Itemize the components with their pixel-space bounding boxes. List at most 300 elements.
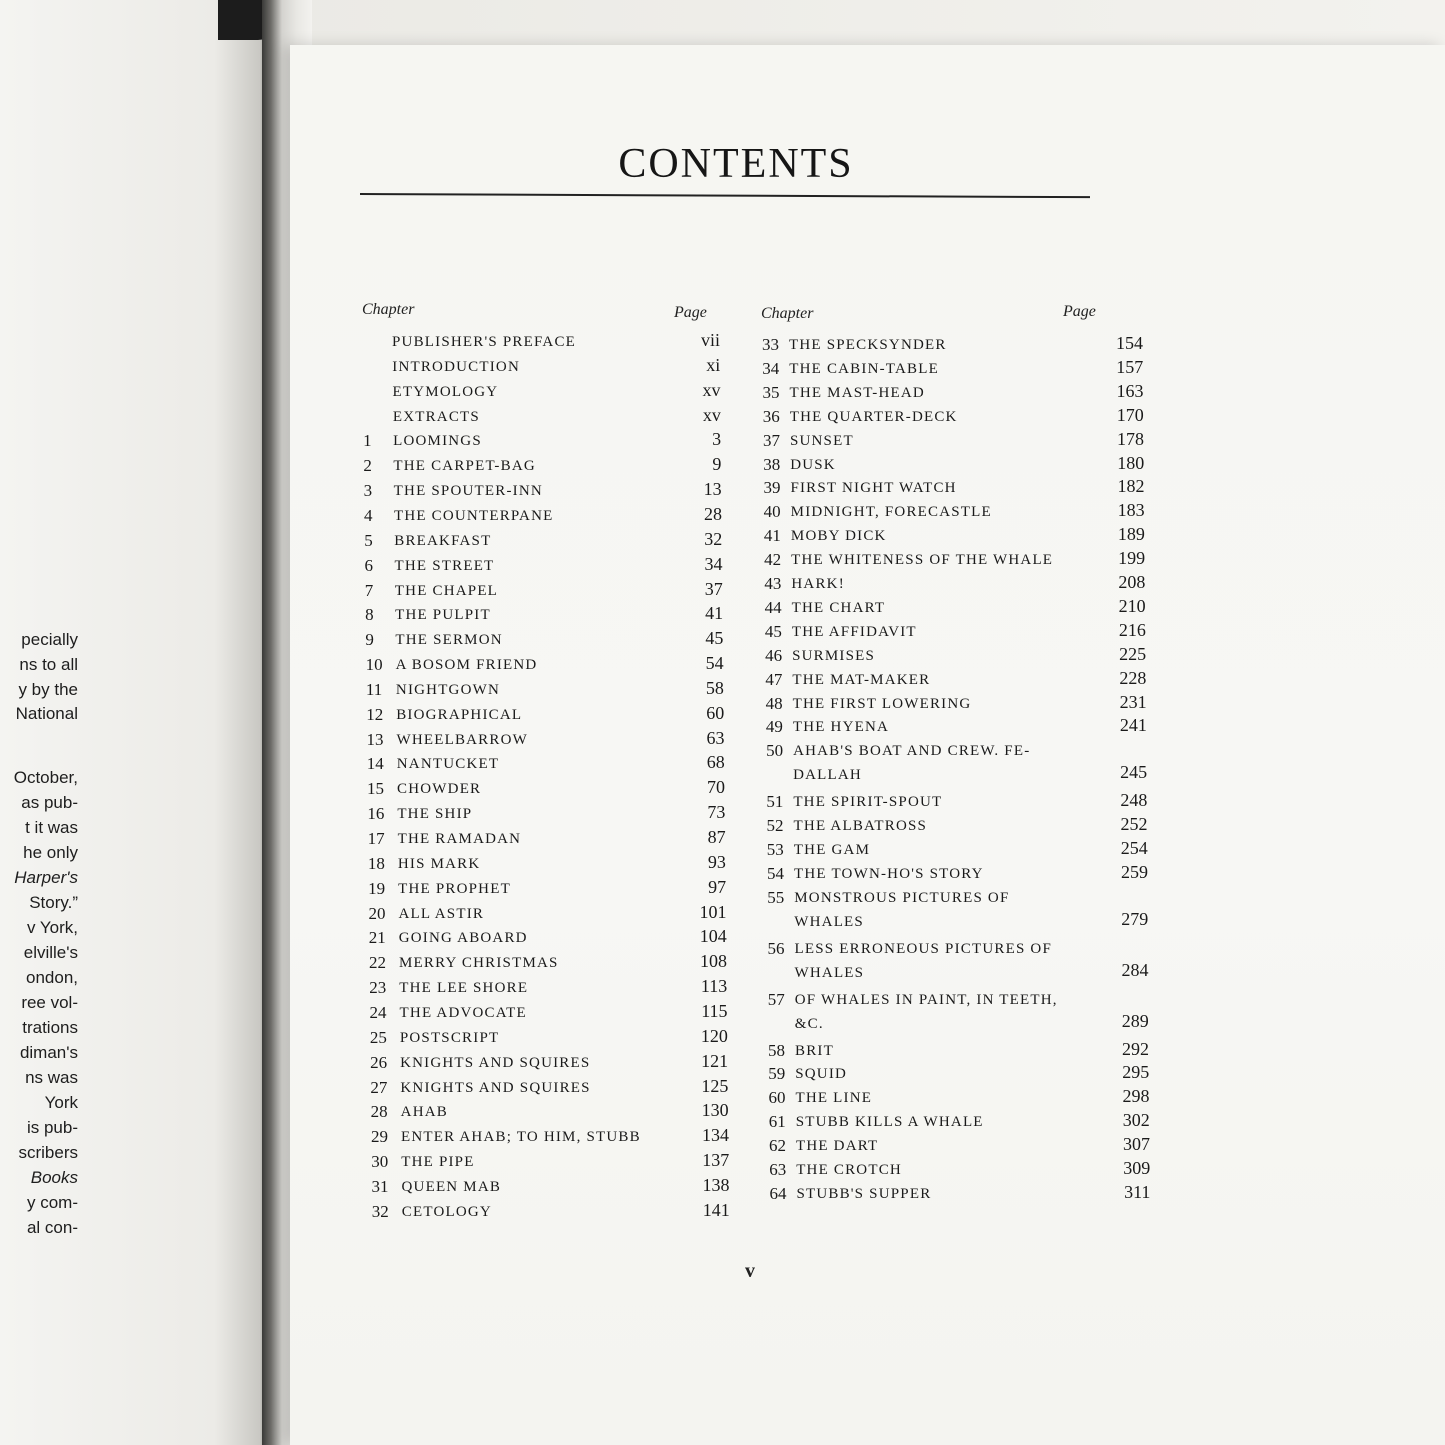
contents-entry: [766, 792, 1147, 816]
chapter-title-continued: DALLAH: [793, 767, 862, 784]
page-number: 3: [712, 429, 722, 450]
page-number: 170: [1116, 404, 1144, 425]
chapter-title: THE PULPIT: [395, 607, 491, 624]
facing-page-fragment: as pub-: [21, 793, 78, 812]
chapter-number: 15: [367, 779, 385, 799]
contents-entry: [371, 1199, 730, 1226]
page-number: 134: [701, 1125, 729, 1146]
page-number: 295: [1122, 1062, 1150, 1083]
contents-entry: [762, 428, 1144, 455]
contents-entry: [364, 578, 723, 605]
page-header: Page: [1063, 303, 1096, 320]
contents-entry: [369, 928, 727, 952]
page-number: 87: [707, 827, 726, 847]
contents-entry: [371, 1152, 729, 1176]
chapter-number: 60: [768, 1088, 786, 1108]
chapter-number: 46: [765, 645, 783, 665]
contents-entry: [370, 1075, 729, 1102]
chapter-title-continued: &C.: [794, 1015, 824, 1032]
contents-entry: [767, 840, 1148, 864]
contents-entry: [765, 643, 1147, 670]
contents-entry: [765, 691, 1147, 718]
page-number: xv: [702, 379, 721, 400]
chapter-number: 53: [766, 840, 784, 859]
contents-entry: [368, 901, 727, 928]
chapter-title: THE ALBATROSS: [793, 818, 928, 835]
chapter-number: 25: [369, 1027, 387, 1047]
contents-entry: [769, 1160, 1150, 1184]
page-number: 32: [704, 528, 723, 549]
page-number: 104: [699, 926, 727, 947]
chapter-number: 31: [371, 1176, 389, 1196]
contents-entry: [766, 741, 1148, 784]
facing-page-fragment: al con-: [26, 1218, 78, 1237]
chapter-title: OF WHALES IN PAINT, IN TEETH,: [794, 991, 1058, 1008]
page-number: 248: [1120, 790, 1148, 811]
chapter-title: MOBY DICK: [790, 528, 887, 545]
facing-page-fragment: Story.”: [29, 893, 78, 912]
page-number: 58: [705, 677, 724, 698]
chapter-title-continued: WHALES: [794, 913, 864, 930]
chapter-title: THE CHART: [791, 599, 886, 616]
chapter-title: BREAKFAST: [394, 532, 492, 549]
contents-entry: [363, 404, 721, 431]
chapter-title: PUBLISHER'S PREFACE: [392, 334, 577, 350]
chapter-number: 17: [367, 829, 385, 848]
contents-entry: [768, 1038, 1149, 1065]
chapter-number: 51: [766, 792, 784, 812]
contents-entry: [369, 1000, 728, 1027]
chapter-title: NIGHTGOWN: [395, 681, 501, 698]
chapter-number: 12: [366, 704, 384, 724]
page-folio: v: [745, 1260, 755, 1282]
contents-entry: [769, 1112, 1150, 1136]
page-number: 311: [1124, 1181, 1151, 1202]
contents-entry: [370, 1050, 729, 1077]
page-number: 307: [1122, 1134, 1150, 1155]
chapter-title: SURMISES: [792, 647, 876, 664]
contents-entry: [367, 804, 725, 828]
page-number: 302: [1122, 1110, 1150, 1131]
chapter-number: 30: [371, 1152, 389, 1172]
page-number: 97: [708, 876, 727, 897]
chapter-title: THE FIRST LOWERING: [792, 695, 972, 712]
facing-page-fragment: ree vol-: [21, 993, 78, 1012]
contents-entry: [769, 1136, 1150, 1160]
chapter-number: 24: [369, 1002, 387, 1022]
contents-entry: [362, 354, 721, 381]
facing-page-fragment: York: [44, 1093, 78, 1112]
page-number: 45: [705, 628, 724, 649]
page-title: CONTENTS: [618, 141, 854, 187]
facing-page-fragment: trations: [22, 1018, 78, 1037]
page-number: 284: [1121, 959, 1149, 980]
chapter-title: QUEEN MAB: [401, 1178, 502, 1195]
facing-page-fragment: ns to all: [19, 655, 78, 674]
chapter-header: Chapter: [362, 301, 415, 318]
chapter-title: BRIT: [795, 1042, 834, 1059]
page-number: 115: [701, 1000, 728, 1021]
chapter-title: ALL ASTIR: [398, 905, 485, 922]
chapter-title-continued: WHALES: [794, 964, 865, 981]
page-number: 225: [1119, 643, 1147, 664]
chapter-number: 28: [370, 1102, 388, 1122]
contents-entry: [366, 655, 724, 679]
facing-page-fragment: he only: [23, 843, 78, 862]
chapter-number: 6: [364, 555, 374, 575]
facing-page-fragment: t it was: [25, 818, 78, 837]
chapter-title: THE LEE SHORE: [399, 980, 529, 997]
contents-entry: [364, 553, 723, 580]
chapter-number: 45: [764, 621, 782, 641]
chapter-title: THE STREET: [394, 557, 495, 574]
chapter-title: HIS MARK: [397, 855, 481, 872]
page-number: 113: [700, 976, 728, 997]
page-number: 137: [702, 1150, 730, 1171]
contents-entry: [767, 887, 1149, 930]
chapter-number: 13: [366, 729, 384, 749]
facing-page-fragment: pecially: [21, 630, 78, 649]
chapter-title: KNIGHTS AND SQUIRES: [400, 1079, 591, 1096]
facing-page-fragment: Books: [30, 1168, 78, 1187]
contents-entry: [365, 630, 723, 654]
contents-entry: [766, 717, 1147, 741]
contents-entry: [363, 503, 722, 530]
chapter-title: THE PROPHET: [398, 880, 511, 897]
chapter-number: 22: [369, 953, 386, 973]
chapter-title: THE PIPE: [401, 1154, 475, 1171]
chapter-number: 34: [762, 358, 780, 378]
page-number: 70: [707, 777, 726, 798]
contents-entry: [764, 574, 1145, 598]
page-number: 121: [701, 1050, 729, 1071]
contents-entry: [762, 335, 1143, 359]
page-number: 216: [1118, 619, 1146, 640]
chapter-number: 2: [363, 456, 372, 476]
page-number: 120: [700, 1025, 728, 1046]
contents-entry: [369, 953, 727, 977]
chapter-title: THE SPOUTER-INN: [393, 483, 543, 500]
chapter-number: 4: [363, 505, 373, 525]
chapter-number: 61: [768, 1112, 786, 1132]
page-number: 138: [702, 1174, 730, 1195]
chapter-number: 57: [767, 989, 785, 1009]
contents-entry: [371, 1127, 729, 1151]
chapter-number: 9: [365, 630, 374, 650]
chapter-title: KNIGHTS AND SQUIRES: [400, 1054, 591, 1071]
chapter-title: FIRST NIGHT WATCH: [790, 480, 957, 497]
chapter-number: 36: [762, 406, 780, 426]
facing-page-fragment: is pub-: [26, 1118, 78, 1137]
chapter-title: LOOMINGS: [393, 433, 482, 450]
contents-entry: [764, 550, 1145, 574]
contents-entry: [371, 1174, 730, 1201]
contents-entry: [764, 595, 1146, 622]
contents-entry: [764, 526, 1145, 550]
chapter-number: 10: [365, 655, 383, 675]
page-number: 108: [700, 951, 727, 972]
chapter-number: 27: [370, 1077, 388, 1097]
page-number: 298: [1122, 1086, 1150, 1107]
facing-page-fragment: October,: [13, 768, 78, 787]
page-number: 231: [1119, 691, 1147, 712]
page-number: 245: [1120, 762, 1148, 783]
chapter-number: 48: [765, 693, 783, 713]
chapter-number: 39: [763, 478, 781, 498]
contents-entry: [768, 1064, 1149, 1088]
page-number: 228: [1119, 667, 1147, 688]
chapter-title: CETOLOGY: [401, 1203, 492, 1220]
chapter-number: 37: [762, 430, 780, 450]
chapter-number: 1: [363, 431, 372, 451]
page-number: 130: [701, 1100, 729, 1121]
page-number: 199: [1118, 548, 1146, 569]
page-number: 41: [705, 603, 724, 624]
page-number: 34: [704, 553, 723, 574]
facing-page-fragment: National: [15, 704, 78, 723]
facing-page-fragment: scribers: [18, 1143, 78, 1162]
chapter-number: 56: [767, 938, 785, 958]
facing-page-fragment: ondon,: [26, 968, 78, 987]
page-number: 182: [1117, 476, 1145, 497]
chapter-title: NANTUCKET: [396, 756, 500, 773]
page-number: 157: [1116, 356, 1144, 377]
facing-page-fragment: ns was: [25, 1068, 78, 1087]
chapter-number: 16: [367, 804, 385, 824]
chapter-title: CHOWDER: [397, 781, 482, 798]
page-number: 63: [706, 727, 725, 748]
chapter-title: THE DART: [795, 1138, 879, 1155]
chapter-number: 21: [368, 928, 386, 948]
chapter-number: 5: [364, 530, 373, 550]
chapter-number: 35: [762, 382, 780, 402]
chapter-title: AHAB'S BOAT AND CREW. FE-: [793, 743, 1031, 760]
page-number: 208: [1118, 572, 1146, 592]
chapter-title: THE SPECKSYNDER: [789, 337, 947, 353]
chapter-title: INTRODUCTION: [392, 358, 520, 375]
chapter-header: Chapter: [761, 305, 814, 322]
contents-entry: [764, 502, 1145, 526]
page-number: 183: [1117, 500, 1145, 521]
chapter-title: DUSK: [790, 456, 836, 473]
chapter-number: 20: [368, 903, 386, 923]
page-number: 141: [702, 1199, 730, 1220]
chapter-title: MERRY CHRISTMAS: [399, 955, 559, 972]
page-number: xv: [702, 404, 721, 425]
chapter-title: THE AFFIDAVIT: [791, 623, 917, 640]
contents-entry: [362, 332, 720, 356]
contents-entry: [367, 754, 725, 778]
chapter-title: THE RAMADAN: [397, 831, 522, 847]
contents-entry: [363, 379, 721, 406]
chapter-number: 32: [371, 1201, 389, 1221]
page-number: 13: [703, 479, 722, 500]
chapter-number: 3: [363, 481, 373, 501]
contents-entry: [767, 861, 1149, 888]
contents-entry: [366, 702, 725, 729]
chapter-number: 11: [365, 679, 383, 699]
chapter-title: THE SHIP: [397, 806, 473, 823]
contents-entry: [762, 380, 1144, 407]
chapter-title: THE SPIRIT-SPOUT: [793, 794, 943, 811]
chapter-title: THE TOWN-HO'S STORY: [794, 865, 984, 882]
contents-entry: [368, 876, 727, 903]
contents-entry: [366, 727, 725, 754]
contents-entry: [365, 677, 724, 704]
contents-entry: [767, 938, 1149, 981]
chapter-title: THE CARPET-BAG: [393, 458, 536, 475]
chapter-number: 62: [768, 1136, 786, 1156]
contents-entry: [765, 667, 1147, 694]
contents-entry: [371, 1102, 729, 1126]
page-number: 101: [699, 901, 727, 922]
contents-page: [290, 45, 1445, 1445]
facing-page-fragment: v York,: [26, 918, 78, 937]
chapter-number: 52: [766, 816, 784, 836]
chapter-title: WHEELBARROW: [396, 731, 528, 748]
page-number: 180: [1117, 452, 1145, 473]
facing-page-fragment: diman's: [19, 1043, 78, 1062]
page-number: 54: [705, 653, 724, 674]
chapter-title: STUBB'S SUPPER: [796, 1185, 932, 1202]
contents-entry: [367, 779, 725, 803]
page-number: 309: [1123, 1158, 1151, 1178]
chapter-title: THE CHAPEL: [394, 582, 499, 599]
chapter-number: 49: [765, 717, 783, 737]
chapter-number: 63: [769, 1160, 787, 1179]
chapter-number: 42: [764, 550, 782, 570]
chapter-number: 38: [763, 454, 781, 474]
chapter-number: 14: [366, 754, 384, 774]
page-number: 68: [706, 752, 725, 773]
facing-page: [0, 0, 268, 1445]
page-number: 210: [1118, 595, 1146, 616]
contents-entry: [763, 478, 1144, 502]
chapter-number: 50: [766, 741, 784, 761]
chapter-title: ETYMOLOGY: [392, 383, 499, 400]
chapter-number: 44: [764, 597, 782, 617]
page-number: 163: [1116, 380, 1144, 401]
page-number: 37: [704, 578, 723, 599]
contents-entry: [369, 978, 727, 1002]
contents-entry: [364, 481, 722, 505]
chapter-number: 8: [365, 605, 374, 625]
chapter-number: 26: [370, 1052, 388, 1072]
page-number: 189: [1117, 524, 1145, 545]
chapter-number: 64: [769, 1183, 787, 1203]
contents-entry: [767, 816, 1148, 840]
chapter-title: THE ADVOCATE: [399, 1004, 527, 1021]
page-header: Page: [674, 304, 707, 321]
contents-entry: [762, 356, 1144, 383]
contents-entry: [365, 605, 723, 629]
facing-page-fragment: y by the: [18, 680, 78, 699]
page-number: 241: [1119, 715, 1147, 736]
page-number: 254: [1120, 838, 1148, 858]
chapter-title: HARK!: [791, 576, 845, 592]
page-number: 93: [707, 851, 726, 872]
contents-entry: [762, 404, 1144, 431]
chapter-title: THE MAST-HEAD: [789, 384, 925, 401]
chapter-title: LESS ERRONEOUS PICTURES OF: [794, 940, 1053, 957]
page-number: 289: [1121, 1010, 1149, 1031]
chapter-title: EXTRACTS: [392, 408, 480, 425]
chapter-title: THE CROTCH: [796, 1162, 902, 1178]
chapter-title: THE WHITENESS OF THE WHALE: [791, 552, 1054, 569]
contents-entry: [764, 619, 1146, 646]
facing-page-fragment: elville's: [23, 943, 78, 962]
contents-entry: [364, 528, 723, 555]
chapter-number: 47: [765, 669, 783, 689]
chapter-title: GOING ABOARD: [398, 930, 528, 947]
contents-entry: [363, 456, 721, 480]
chapter-title: THE CABIN-TABLE: [789, 360, 939, 377]
contents-entry: [369, 1025, 728, 1052]
chapter-title: THE GAM: [793, 842, 871, 858]
page-number: xi: [706, 354, 721, 375]
facing-page-fragment: y com-: [27, 1193, 78, 1212]
facing-page-fragment: Harper's: [14, 868, 78, 887]
chapter-number: 54: [767, 863, 785, 883]
page-number: 178: [1116, 428, 1144, 449]
title-rule: [360, 193, 1090, 198]
page-number: 125: [701, 1075, 729, 1096]
page-number: 252: [1120, 814, 1148, 835]
chapter-title: BIOGRAPHICAL: [396, 706, 523, 723]
chapter-title: THE SERMON: [395, 632, 503, 649]
chapter-number: 29: [370, 1127, 388, 1147]
page-number: 279: [1121, 908, 1149, 929]
page-number: vii: [700, 330, 720, 350]
contents-entry: [363, 431, 721, 455]
chapter-number: 19: [368, 878, 386, 898]
chapter-number: 59: [768, 1064, 786, 1084]
chapter-title: SUNSET: [789, 432, 854, 449]
page-number: 154: [1116, 333, 1143, 353]
page-number: 9: [712, 454, 722, 475]
chapter-title: A BOSOM FRIEND: [395, 657, 538, 674]
chapter-title: POSTSCRIPT: [399, 1029, 500, 1046]
page-number: 73: [707, 802, 726, 823]
chapter-number: 33: [762, 335, 779, 354]
contents-entry: [763, 452, 1145, 479]
contents-entry: [768, 1088, 1149, 1112]
chapter-number: 18: [367, 853, 385, 873]
chapter-title: THE HYENA: [792, 719, 890, 736]
page-number: 60: [706, 702, 725, 723]
contents-entry: [767, 989, 1149, 1032]
contents-entry: [367, 851, 726, 878]
chapter-title: THE LINE: [795, 1090, 873, 1107]
chapter-number: 23: [369, 978, 387, 998]
chapter-number: 41: [763, 526, 781, 546]
page-number: 28: [703, 503, 722, 524]
contents-entry: [368, 829, 726, 853]
page-number: 292: [1122, 1038, 1149, 1059]
chapter-title: MIDNIGHT, FORECASTLE: [790, 504, 992, 521]
page-number: 259: [1121, 861, 1149, 882]
chapter-title: THE MAT-MAKER: [792, 671, 931, 688]
chapter-title: THE COUNTERPANE: [393, 507, 554, 524]
chapter-number: 43: [764, 574, 782, 593]
chapter-number: 7: [364, 580, 374, 600]
chapter-title: STUBB KILLS A WHALE: [795, 1114, 984, 1131]
chapter-number: 40: [763, 502, 781, 522]
contents-entry: [769, 1181, 1151, 1208]
chapter-title: THE QUARTER-DECK: [789, 408, 958, 425]
chapter-number: 55: [767, 887, 785, 907]
chapter-title: SQUID: [795, 1066, 848, 1083]
